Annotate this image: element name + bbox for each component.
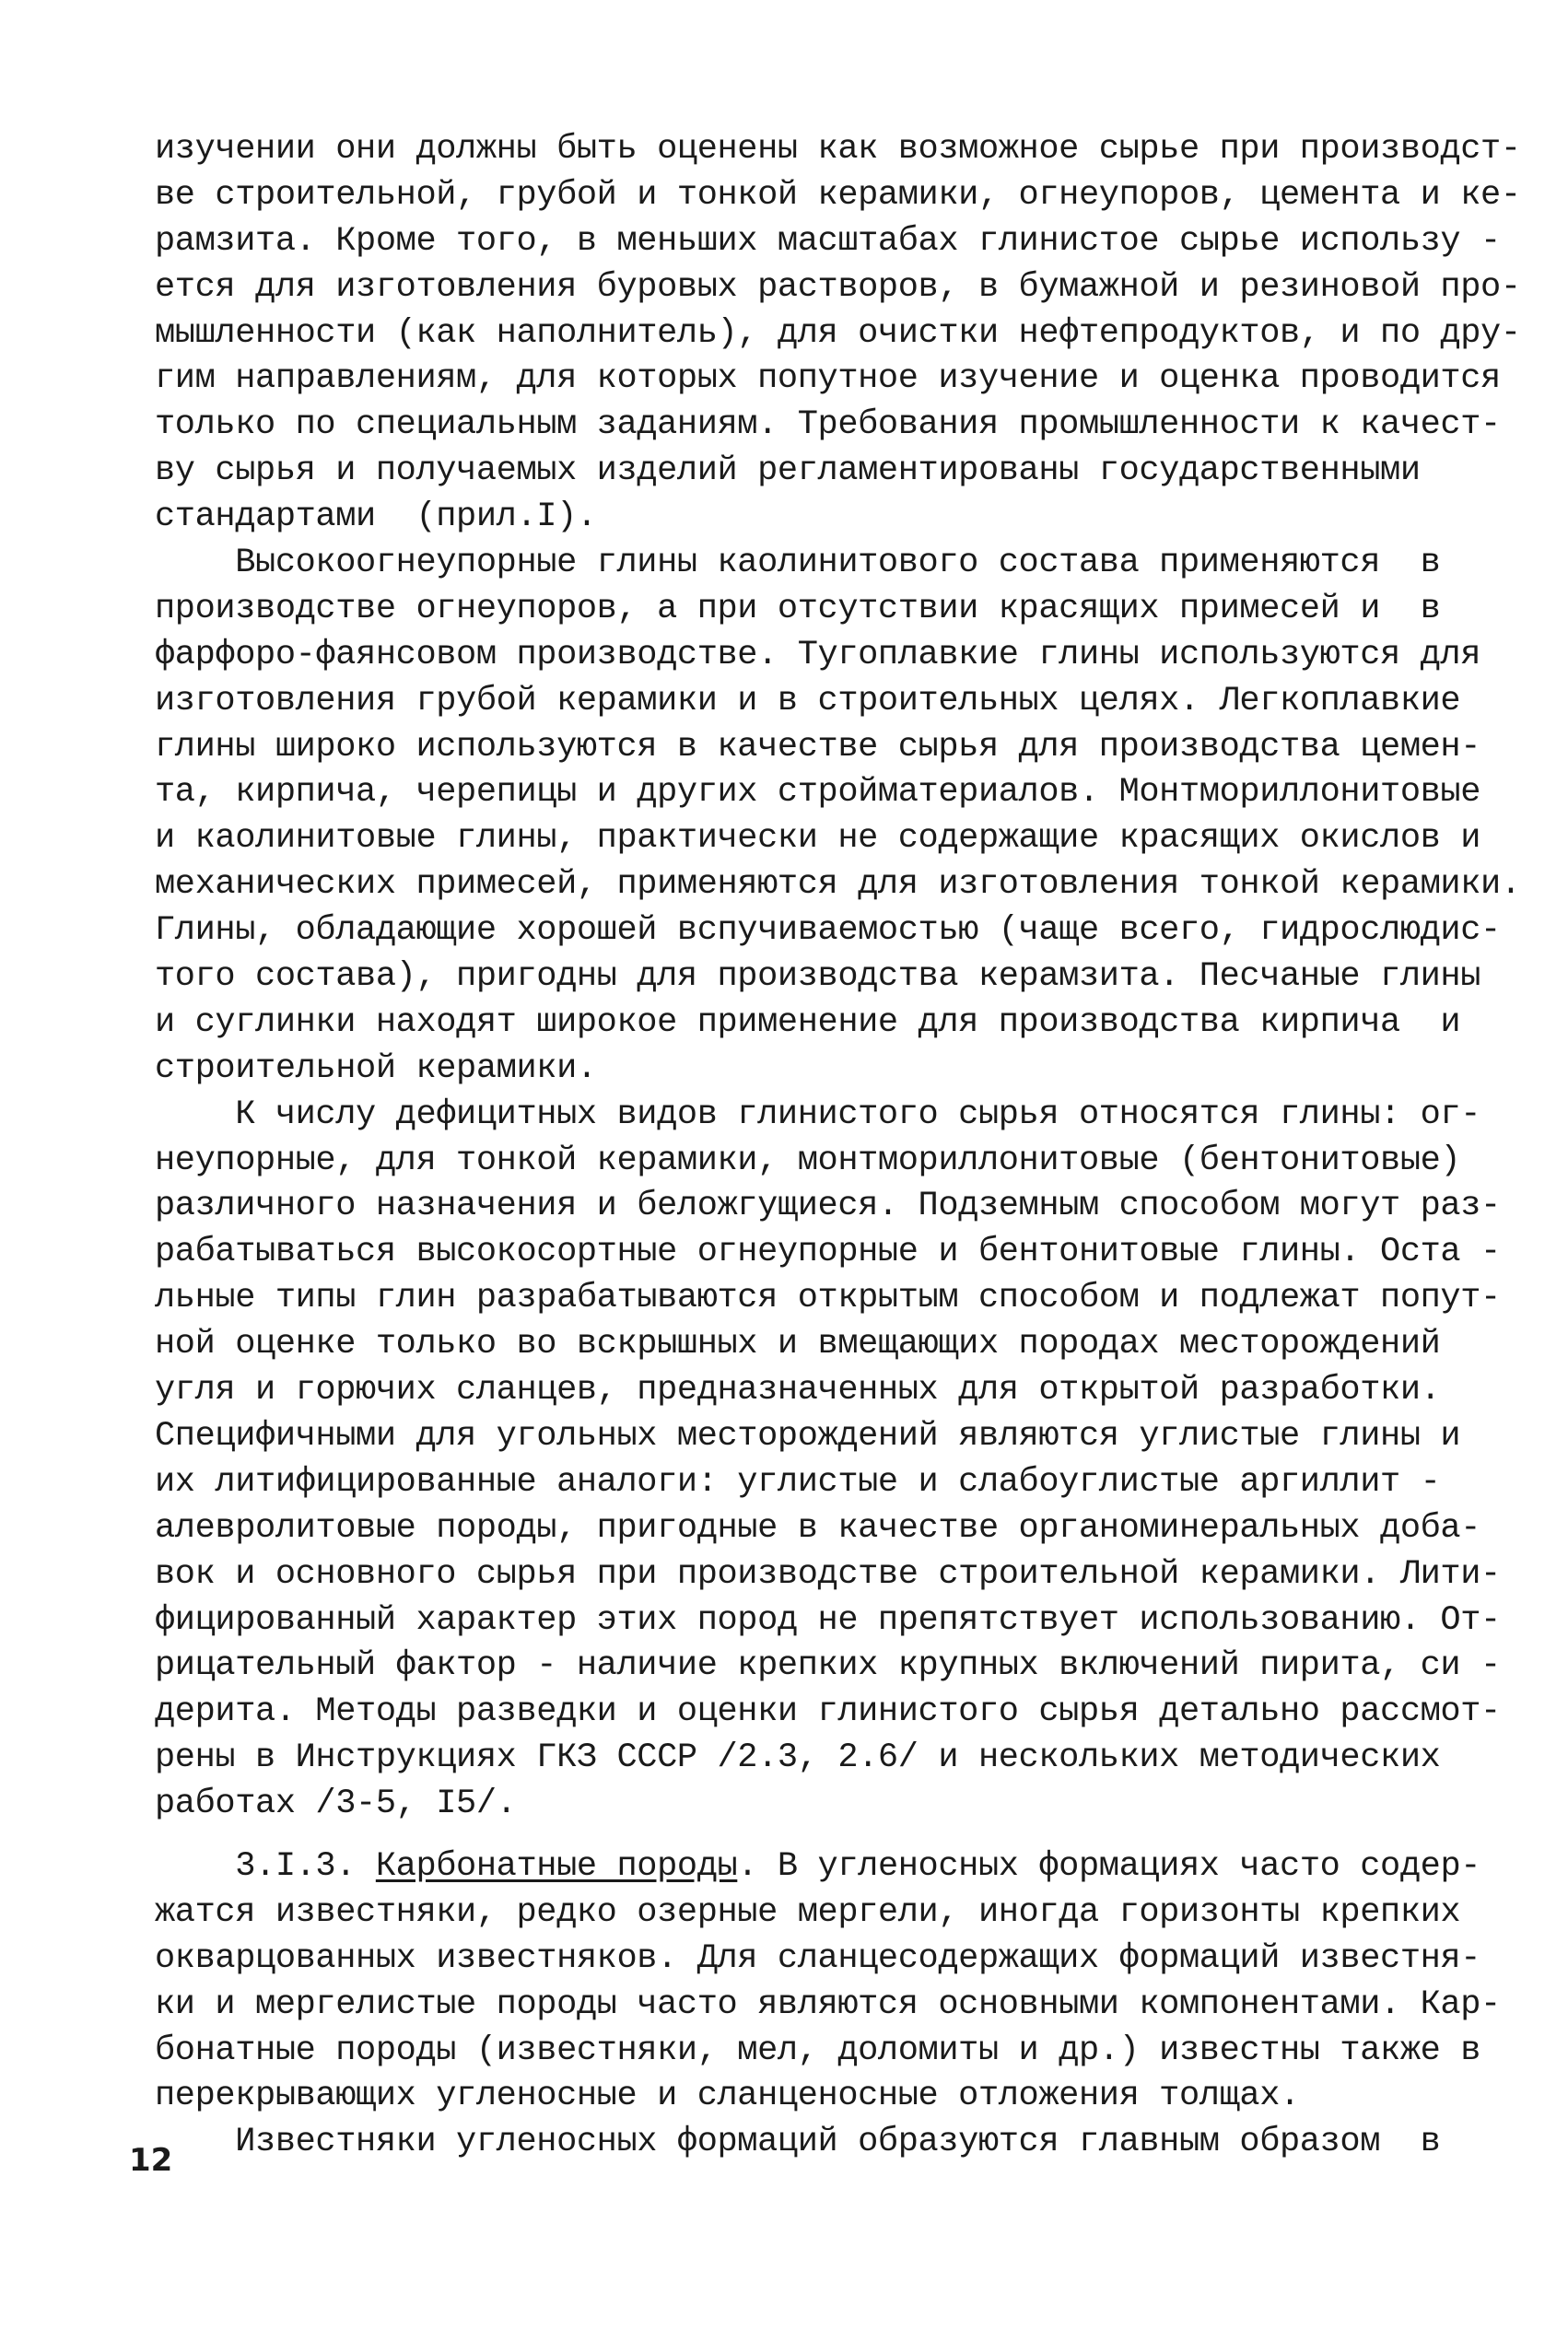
text-line: дерита. Методы разведки и оценки глинистого сырья детально рассмот- (155, 1692, 1501, 1732)
text-line: и каолинитовые глины, практически не содержащие красящих окислов и (155, 819, 1481, 859)
text-line: жатся известняки, редко озерные мергели, иногда горизонты крепких (155, 1892, 1461, 1932)
text-line: фицированный характер этих пород не препятствует использованию. От- (155, 1600, 1501, 1640)
text-line: производстве огнеупоров, а при отсутствии красящих примесей и в (155, 589, 1441, 628)
section-3-1-3 (155, 1844, 1501, 2120)
text-line: только по специальным заданиям. Требования промышленности к качест- (155, 405, 1501, 445)
text-line: алевролитовые породы, пригодные в качестве органоминеральных доба- (155, 1508, 1481, 1548)
text-line: глины широко используются в качестве сырья для производства цемен- (155, 727, 1481, 767)
text-line: строительной керамики. (155, 1048, 597, 1088)
text-line: Специфичными для угольных месторождений являются углистые глины и (155, 1416, 1461, 1456)
text-line: мышленности (как наполнитель), для очистки нефтепродуктов, и по дру- (155, 313, 1521, 353)
text-line: угля и горючих сланцев, предназначенных для открытой разработки. (155, 1371, 1441, 1410)
text-line: рабатываться высокосортные огнеупорные и бентонитовые глины. Оста - (155, 1233, 1501, 1272)
page-body (155, 127, 1521, 2166)
text-line: ется для изготовления буровых растворов, в бумажной и резиновой про- (155, 267, 1521, 307)
text-line: рены в Инструкциях ГКЗ СССР /2.3, 2.6/ и нескольких методических (155, 1738, 1441, 1778)
text-line: К числу дефицитных видов глинистого сырья относятся глины: ог- (155, 1094, 1481, 1134)
text-line: ву сырья и получаемых изделий регламентированы государственными (155, 451, 1421, 491)
text-line: механических примесей, применяются для изготовления тонкой керамики. (155, 865, 1521, 905)
text-line: работах /3-5, I5/. (155, 1785, 517, 1824)
text-line: перекрывающих угленосные и сланценосные отложения толщах. (155, 2077, 1300, 2116)
text-line: окварцованных известняков. Для сланцесодержащих формаций известня- (155, 1938, 1481, 1978)
paragraph-2 (155, 541, 1521, 1093)
section-heading-rest: . В угленосных формациях часто содер- (737, 1846, 1481, 1886)
text-line: их литифицированные аналоги: углистые и слабоуглистые аргиллит - (155, 1462, 1441, 1502)
text-line: бонатные породы (известняки, мел, доломиты и др.) известны также в (155, 2031, 1481, 2070)
text-line: гим направлениям, для которых попутное изучение и оценка проводится (155, 359, 1501, 399)
text-line: Высокоогнеупорные глины каолинитового состава применяются в (155, 544, 1441, 583)
text-line: Известняки угленосных формаций образуются главным образом в (155, 2123, 1441, 2162)
text-line: ки и мергелистые породы часто являются основными компонентами. Кар- (155, 1984, 1501, 2024)
text-line: различного назначения и беложгущиеся. Подземным способом могут раз- (155, 1187, 1501, 1226)
text-line: Глины, обладающие хорошей вспучиваемостью (чаще всего, гидрослюдис- (155, 911, 1501, 951)
paragraph-3 (155, 1093, 1501, 1828)
paragraph-1 (155, 127, 1521, 541)
text-line: вок и основного сырья при производстве строительной керамики. Лити- (155, 1554, 1501, 1594)
text-line: рамзита. Кроме того, в меньших масштабах глинистое сырье использу - (155, 221, 1501, 261)
text-line: того состава), пригодны для производства керамзита. Песчаные глины (155, 957, 1481, 997)
section-spacer (155, 1828, 1417, 1844)
text-line: стандартами (прил.I). (155, 497, 597, 537)
text-line: изучении они должны быть оценены как возможное сырье при производст- (155, 130, 1521, 169)
paragraph-last (155, 2120, 1441, 2166)
text-line: та, кирпича, черепицы и других стройматериалов. Монтмориллонитовые (155, 773, 1481, 813)
section-heading-line (155, 1844, 1481, 1890)
page-number: 12 (129, 2142, 173, 2179)
section-title: Карбонатные породы (375, 1846, 738, 1886)
text-line: ной оценке только во вскрышных и вмещающих породах месторождений (155, 1325, 1441, 1364)
text-line: льные типы глин разрабатываются открытым способом и подлежат попут- (155, 1279, 1501, 1318)
text-line: фарфоро-фаянсовом производстве. Тугоплавкие глины используются для (155, 635, 1481, 674)
text-line: и суглинки находят широкое применение для производства кирпича и (155, 1002, 1461, 1042)
text-line: ве строительной, грубой и тонкой керамики, огнеупоров, цемента и ке- (155, 175, 1521, 215)
text-line: рицательный фактор - наличие крепких крупных включений пирита, си - (155, 1646, 1501, 1686)
text-line: изготовления грубой керамики и в строительных целях. Легкоплавкие (155, 681, 1461, 720)
text-line: неупорные, для тонкой керамики, монтмориллонитовые (бентонитовые) (155, 1141, 1461, 1180)
section-number: 3.I.3. (155, 1846, 376, 1886)
